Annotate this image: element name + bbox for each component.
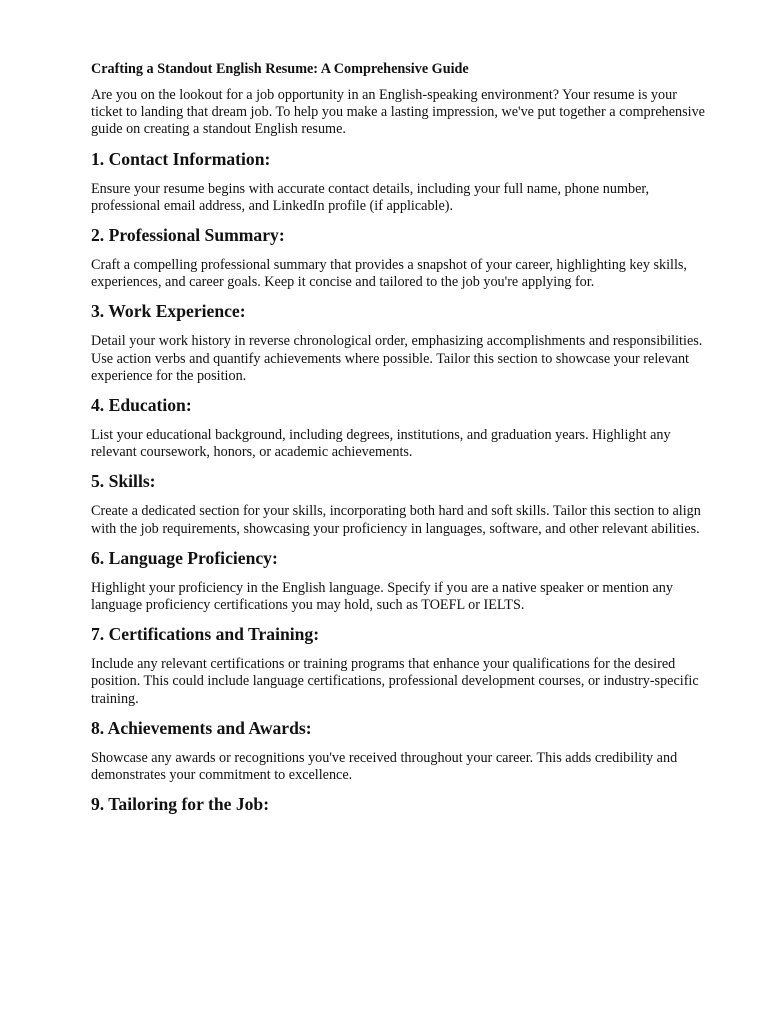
section-education (91, 395, 708, 461)
section-contact-information (91, 149, 708, 215)
section-heading: 3. Work Experience: (91, 301, 246, 322)
section-professional-summary (91, 225, 708, 291)
intro-paragraph: Are you on the lookout for a job opportunity in an English-speaking environment? Your resume is your ticket to landing that dream job. To help you make a lasting impression, we've put together a comprehensive guide on creating a standout English resume. (91, 87, 705, 138)
section-body: Detail your work history in reverse chronological order, emphasizing accomplishments and responsibilities. Use action verbs and quantify achievements where possible. Tailor this section to showcase your relevant experience for the position. (91, 333, 703, 384)
section-certifications-training (91, 624, 708, 708)
section-body: Highlight your proficiency in the English language. Specify if you are a native speaker or mention any language proficiency certifications you may hold, such as TOEFL or IELTS. (91, 579, 673, 614)
section-body: List your educational background, including degrees, institutions, and graduation years. Highlight any relevant coursework, honors, or academic achievements. (91, 427, 671, 461)
section-heading: 4. Education: (91, 395, 192, 416)
section-heading: 2. Professional Summary: (91, 225, 285, 246)
section-heading: 5. Skills: (91, 471, 156, 492)
section-heading: 8. Achievements and Awards: (91, 717, 312, 738)
section-body: Create a dedicated section for your skills, incorporating both hard and soft skills. Tailor this section to align with the job requirements, showcasing your proficiency in languages, software, and other relevant abilities. (91, 503, 701, 537)
section-body: Include any relevant certifications or training programs that enhance your qualifications for the desired position. This could include language certifications, professional development courses, or industry-specific training. (91, 656, 699, 707)
section-body: Showcase any awards or recognitions you've received throughout your career. This adds credibility and demonstrates your commitment to excellence. (91, 749, 678, 784)
section-achievements-awards (91, 718, 708, 784)
section-skills (91, 471, 708, 537)
section-language-proficiency (91, 548, 708, 614)
section-body: Craft a compelling professional summary that provides a snapshot of your career, highlighting key skills, experiences, and career goals. Keep it concise and tailored to the job you're applying for. (91, 257, 687, 291)
section-heading: 7. Certifications and Training: (91, 624, 320, 645)
section-body: Ensure your resume begins with accurate contact details, including your full name, phone number, professional email address, and LinkedIn profile (if applicable). (91, 180, 650, 214)
section-heading: 6. Language Proficiency: (91, 547, 278, 568)
section-tailoring-for-job (91, 794, 708, 815)
section-heading: 9. Tailoring for the Job: (91, 794, 270, 815)
section-heading: 1. Contact Information: (91, 148, 271, 169)
section-work-experience (91, 301, 708, 385)
document-title: Crafting a Standout English Resume: A Comprehensive Guide (91, 61, 469, 77)
